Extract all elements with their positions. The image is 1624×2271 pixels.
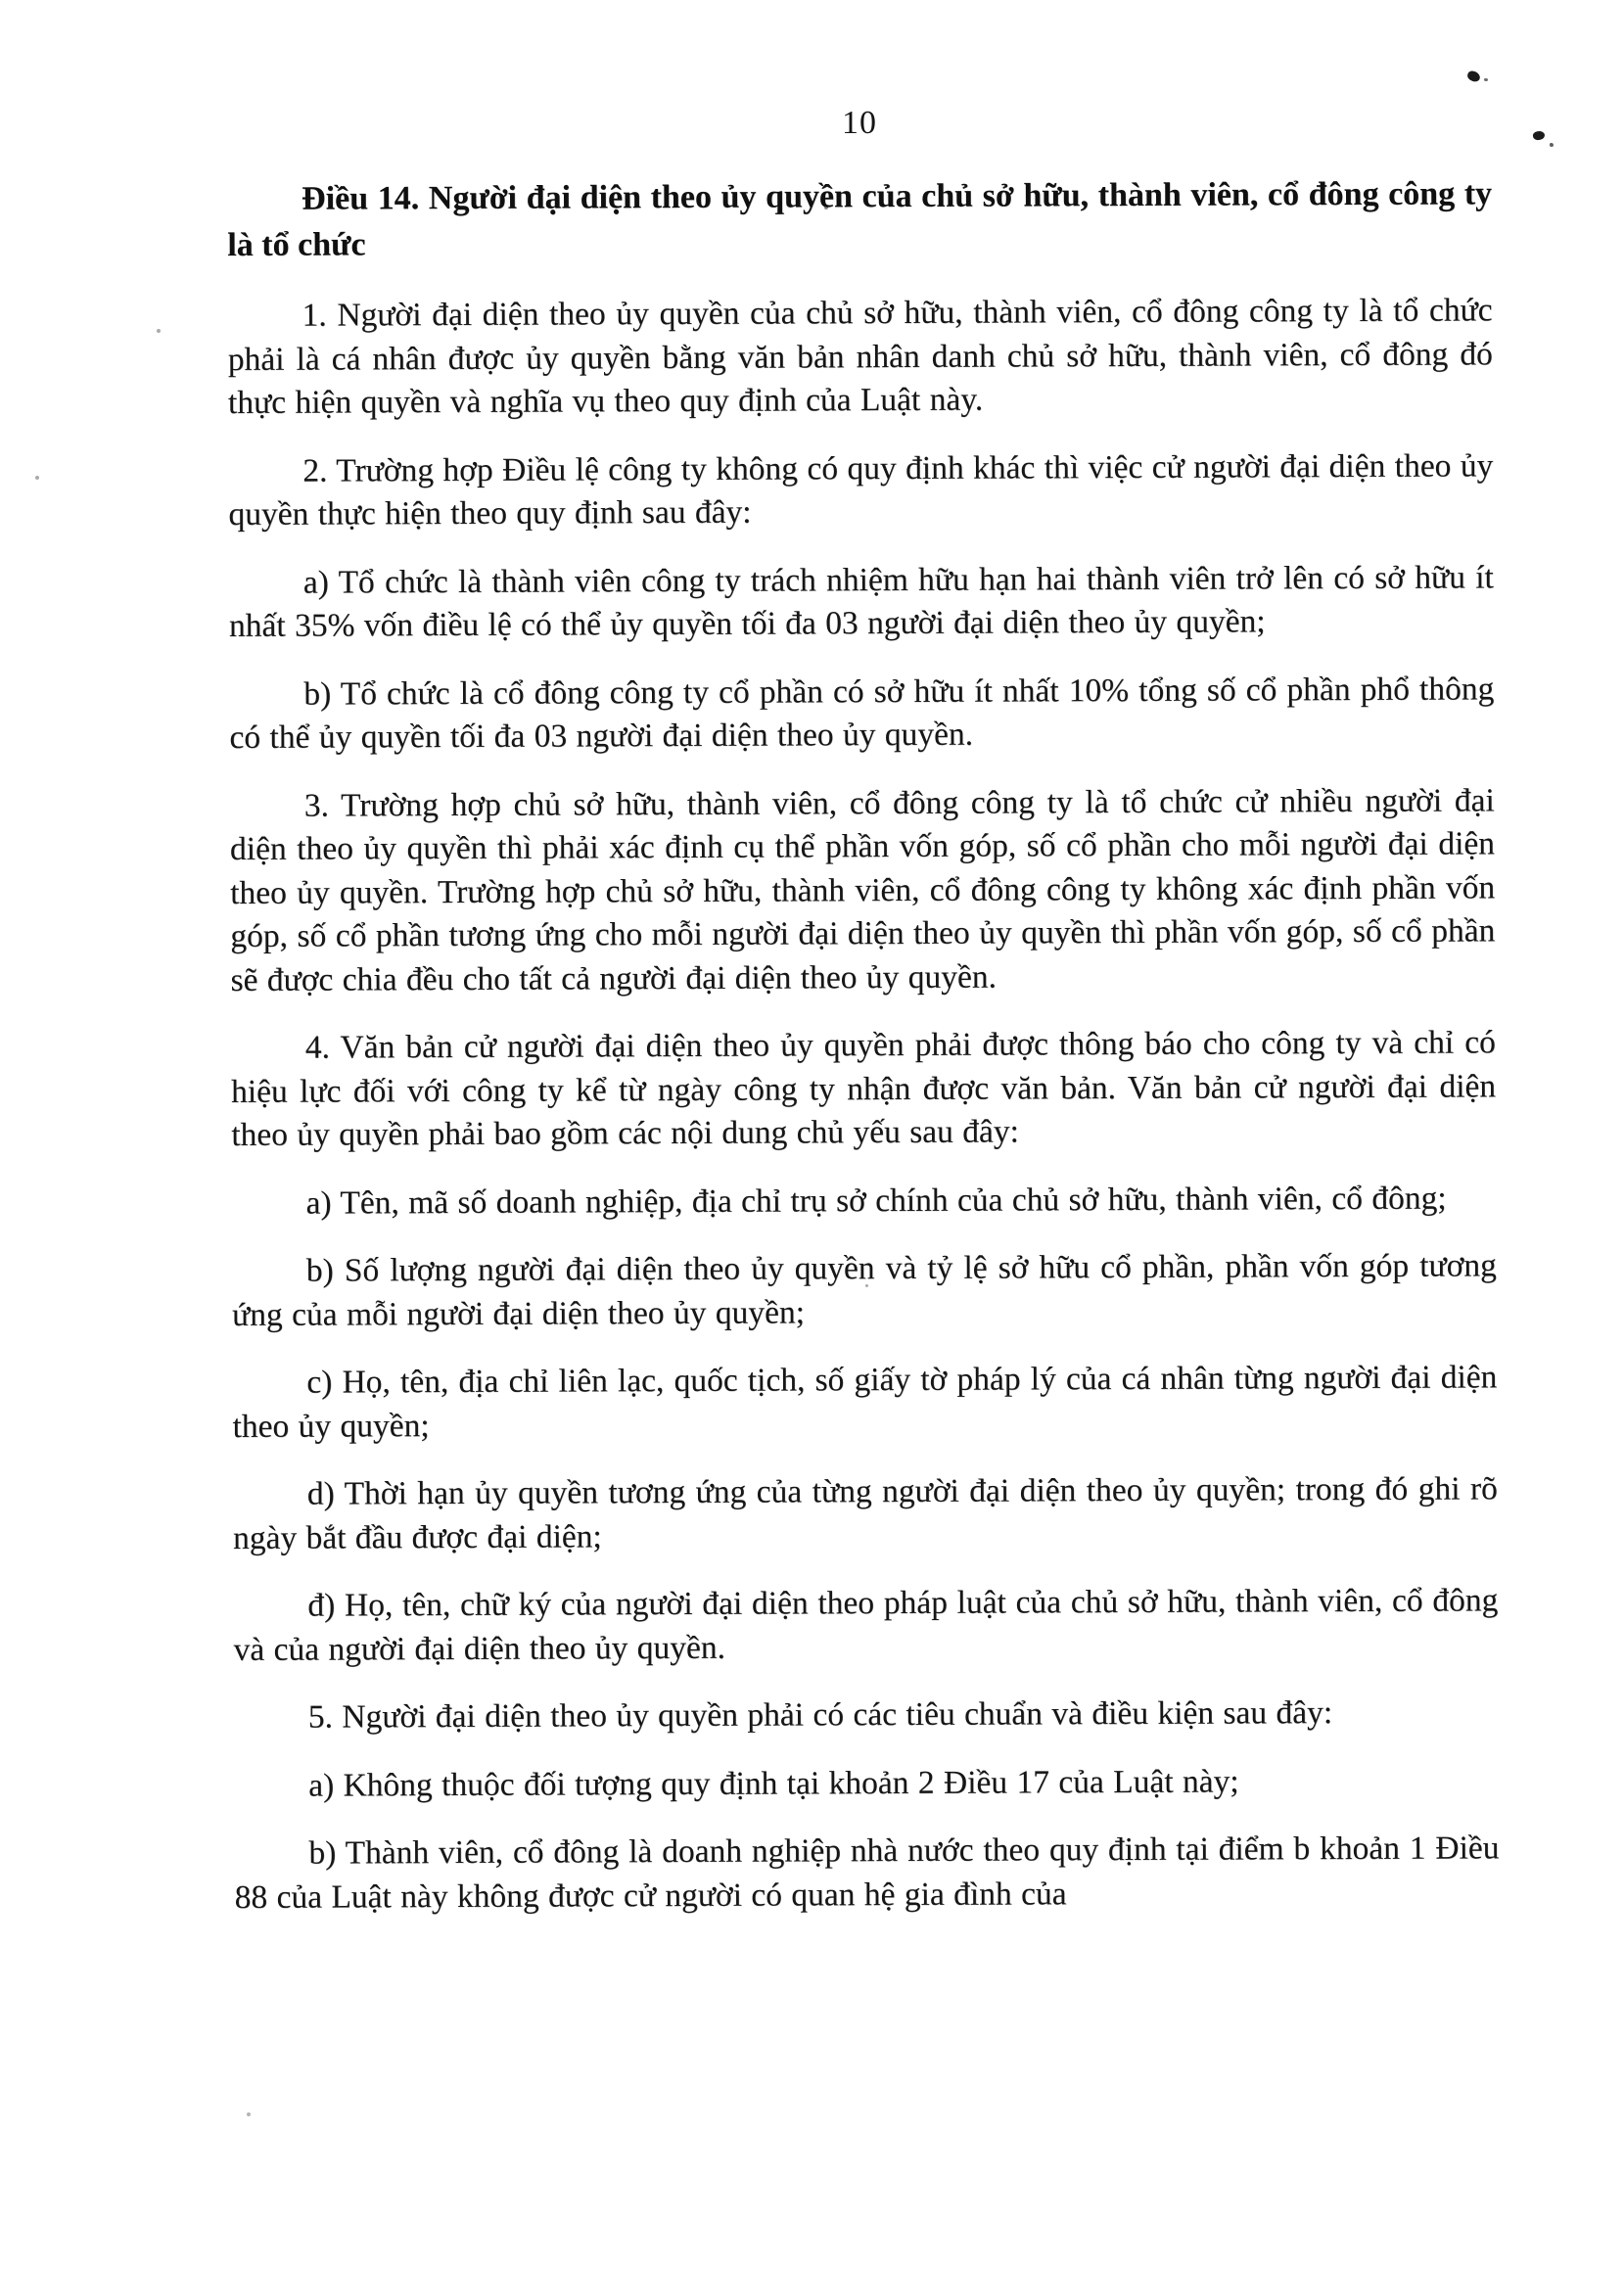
article-body (227, 170, 1500, 1944)
law-paragraph-4b: b) Số lượng người đại diện theo ủy quyền và tỷ lệ sở hữu cổ phần, phần vốn góp tương ứng của mỗi người đại diện theo ủy quyền; (231, 1247, 1497, 1333)
law-paragraph-4c: c) Họ, tên, địa chỉ liên lạc, quốc tịch, số giấy tờ pháp lý của cá nhân từng người đại diện theo ủy quyền; (232, 1359, 1498, 1445)
law-paragraph-5a: a) Không thuộc đối tượng quy định tại khoản 2 Điều 17 của Luật này; (308, 1763, 1239, 1804)
law-paragraph-1: 1. Người đại diện theo ủy quyền của chủ sở hữu, thành viên, cổ đông công ty là tổ chức phải là cá nhân được ủy quyền bằng văn bản nhân danh chủ sở hữu, thành viên, cổ đông đó thực hiện quyền và nghĩa vụ theo quy định của Luật này. (227, 292, 1493, 421)
ink-speck (1466, 70, 1481, 83)
page-number: 10 (842, 105, 877, 141)
ink-speck (1532, 130, 1546, 141)
ink-speck (35, 476, 39, 480)
law-paragraph-4d: d) Thời hạn ủy quyền tương ứng của từng người đại diện theo ủy quyền; trong đó ghi rõ ngày bắt đầu được đại diện; (232, 1470, 1498, 1556)
law-paragraph-4: 4. Văn bản cử người đại diện theo ủy quyền phải được thông báo cho công ty và chỉ có hiệu lực đối với công ty kể từ ngày công ty nhận được văn bản. Văn bản cử người đại diện theo ủy quyền phải bao gồm các nội dung chủ yếu sau đây: (230, 1024, 1497, 1153)
law-paragraph-2a: a) Tổ chức là thành viên công ty trách nhiệm hữu hạn hai thành viên trở lên có sở hữu ít nhất 35% vốn điều lệ có thể ủy quyền tối đa 03 người đại diện theo ủy quyền; (228, 558, 1494, 644)
law-paragraph-3: 3. Trường hợp chủ sở hữu, thành viên, cổ đông công ty là tổ chức cử nhiều người đại diện theo ủy quyền thì phải xác định cụ thể phần vốn góp, số cổ phần cho mỗi người đại diện theo ủy quyền. Trường hợp chủ sở hữu, thành viên, cổ đông công ty không xác định phần vốn góp, số cổ phần tương ứng cho mỗi người đại diện theo ủy quyền thì phần vốn góp, số cổ phần sẽ được chia đều cho tất cả người đại diện theo ủy quyền. (229, 781, 1496, 998)
law-paragraph-2: 2. Trường hợp Điều lệ công ty không có quy định khác thì việc cử người đại diện theo ủy quyền thực hiện theo quy định sau đây: (228, 446, 1494, 533)
law-paragraph-5b: b) Thành viên, cổ đông là doanh nghiệp nhà nước theo quy định tại điểm b khoản 1 Điều 88 của Luật này không được cử người có quan hệ gia đình của (234, 1830, 1500, 1916)
ink-speck (157, 329, 161, 333)
ink-speck (247, 2112, 251, 2116)
ink-speck (1484, 78, 1488, 81)
law-paragraph-4dd: đ) Họ, tên, chữ ký của người đại diện theo pháp luật của chủ sở hữu, thành viên, cổ đông và của người đại diện theo ủy quyền. (233, 1582, 1499, 1668)
law-paragraph-2b: b) Tổ chức là cổ đông công ty cổ phần có sở hữu ít nhất 10% tổng số cổ phần phổ thông có thể ủy quyền tối đa 03 người đại diện theo ủy quyền. (229, 670, 1495, 756)
ink-speck (1550, 143, 1554, 147)
law-paragraph-4a: a) Tên, mã số doanh nghiệp, địa chỉ trụ sở chính của chủ sở hữu, thành viên, cổ đông; (305, 1180, 1447, 1222)
article-title: Điều 14. Người đại diện theo ủy quyền của chủ sở hữu, thành viên, cổ đông công ty là tổ chức (227, 175, 1493, 263)
law-paragraph-5: 5. Người đại diện theo ủy quyền phải có các tiêu chuẩn và điều kiện sau đây: (307, 1694, 1333, 1736)
